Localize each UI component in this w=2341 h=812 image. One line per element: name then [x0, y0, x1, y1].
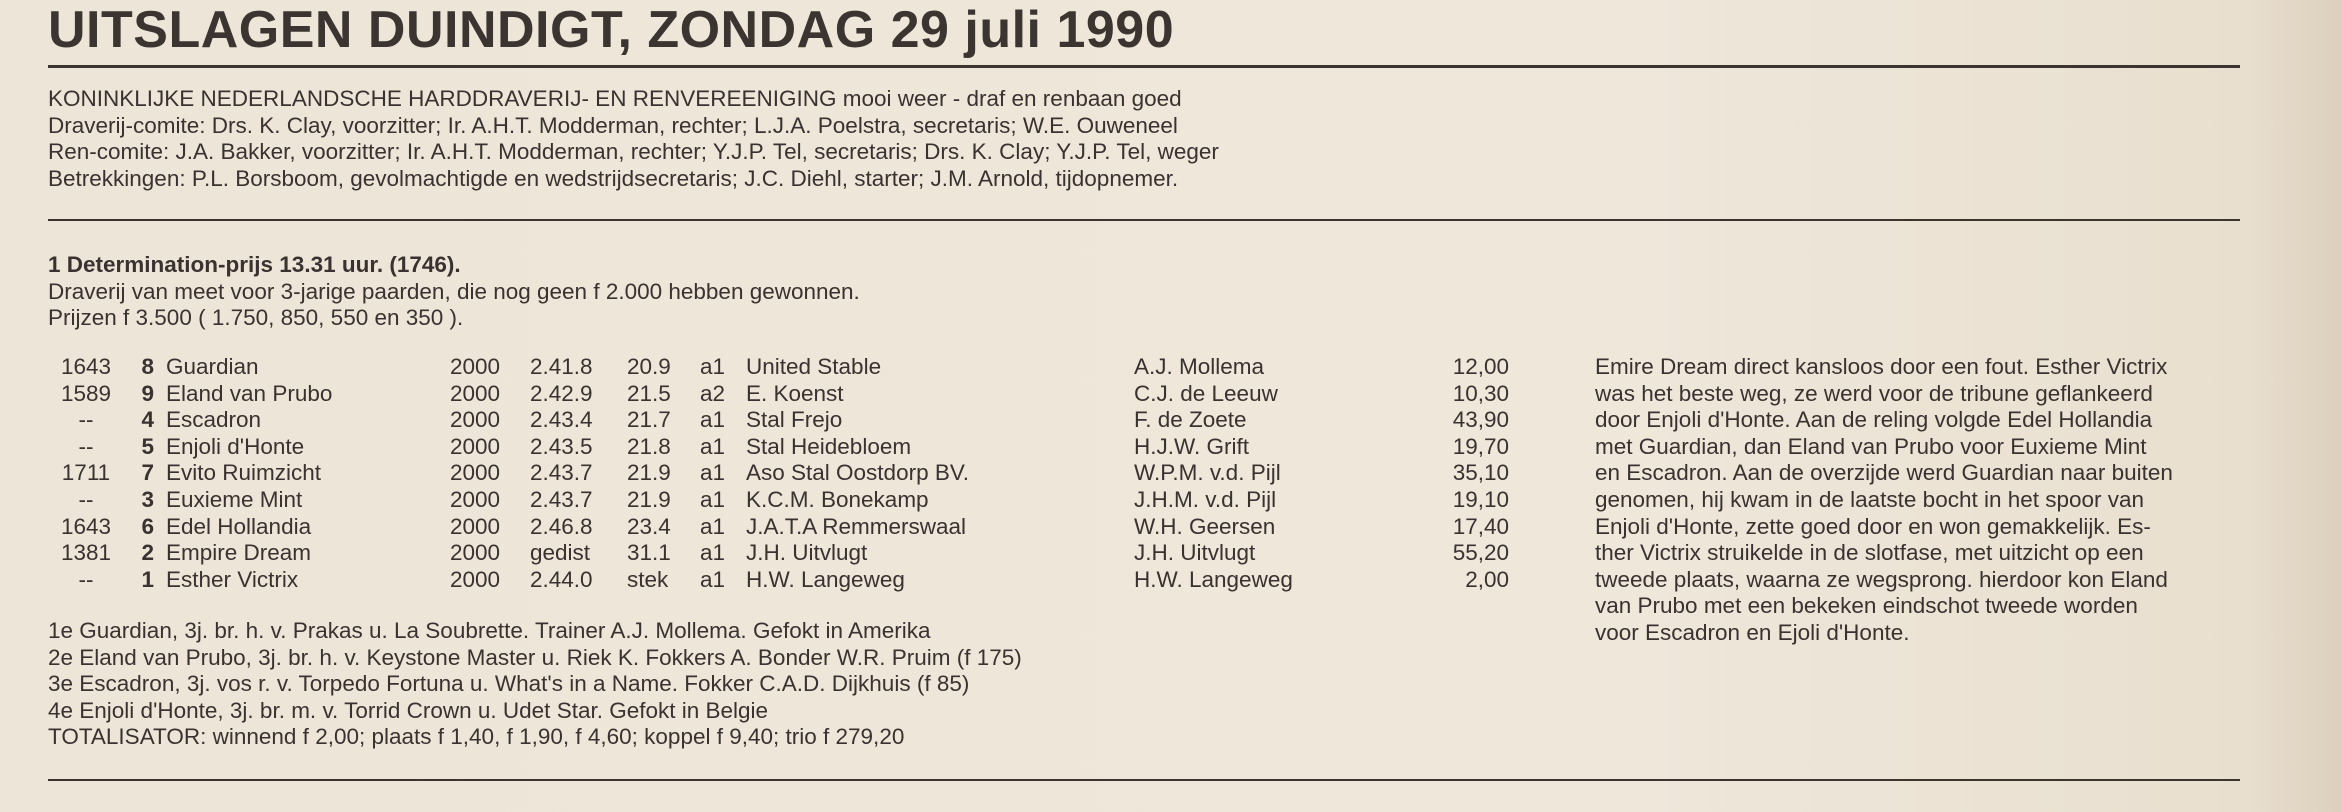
cell-red: 20.9	[627, 354, 671, 379]
organization-line: Betrekkingen: P.L. Borsboom, gevolmachtigde en wedstrijdsecretaris; J.C. Diehl, starter; J.M. Arnold, tijdopnemer.	[48, 165, 1179, 191]
cell-horse: Euxieme Mint	[166, 486, 303, 512]
race-prizes: Prijzen f 3.500 ( 1.750, 850, 550 en 350 ).	[48, 305, 464, 330]
cell-driver: J.H. Uitvlugt	[1134, 540, 1256, 566]
cell-owner: United Stable	[746, 354, 882, 379]
cell-odds: 10,30	[1452, 380, 1509, 406]
report-line: voor Escadron en Ejoli d'Honte.	[1595, 619, 1910, 645]
cell-no: 5	[141, 433, 154, 459]
cell-driver: W.P.M. v.d. Pijl	[1134, 460, 1281, 486]
cell-start: a1	[700, 407, 726, 433]
cell-no: 2	[141, 540, 154, 566]
cell-time: 2.46.8	[530, 513, 593, 539]
section-rule	[48, 219, 2240, 221]
placing-line: 1e Guardian, 3j. br. h. v. Prakas u. La Soubrette. Trainer A.J. Mollema. Gefokt in Amerika	[48, 618, 931, 643]
cell-start: a2	[700, 380, 726, 406]
cell-horse: Edel Hollandia	[166, 513, 312, 539]
cell-red: 21.8	[627, 433, 671, 459]
organization-block	[48, 86, 1219, 192]
report-line: van Prubo met een bekeken eindschot tweede worden	[1595, 593, 2138, 619]
cell-start: a1	[700, 354, 726, 379]
table-row	[48, 381, 1509, 408]
organization-line: Ren-comite: J.A. Bakker, voorzitter; Ir. A.H.T. Modderman, rechter; Y.J.P. Tel, secretaris; Drs. K. Clay; Y.J.P. Tel, weger	[48, 139, 1219, 164]
cell-dist: 2000	[450, 460, 501, 486]
report-line: en Escadron. Aan de overzijde werd Guardian naar buiten	[1595, 460, 2173, 486]
placings-block	[48, 618, 1022, 751]
cell-dist: 2000	[450, 513, 501, 539]
cell-red: 21.7	[627, 407, 671, 433]
table-row	[48, 487, 1509, 514]
table-row	[48, 540, 1509, 567]
placing-line: TOTALISATOR: winnend f 2,00; plaats f 1,40, f 1,90, f 4,60; koppel f 9,40; trio f 279,20	[48, 724, 905, 749]
cell-time: 2.43.4	[530, 407, 593, 433]
cell-odds: 17,40	[1452, 513, 1509, 539]
report-line: tweede plaats, waarna ze wegsprong. hierdoor kon Eland	[1595, 566, 2168, 592]
table-row	[48, 354, 1509, 381]
cell-start: a1	[700, 513, 726, 539]
cell-owner: J.A.T.A Remmerswaal	[746, 513, 967, 539]
cell-owner: K.C.M. Bonekamp	[746, 486, 929, 512]
cell-red: 21.5	[627, 380, 671, 406]
cell-driver: A.J. Mollema	[1134, 354, 1265, 379]
cell-driver: H.J.W. Grift	[1134, 433, 1249, 459]
cell-no: 3	[141, 486, 154, 512]
cell-id: 1711	[61, 460, 111, 486]
cell-time: 2.43.7	[530, 460, 593, 486]
cell-time: gedist	[530, 540, 591, 566]
organization-line: KONINKLIJKE NEDERLANDSCHE HARDDRAVERIJ- EN RENVEREENIGING mooi weer - draf en renbaan goed	[48, 86, 1182, 111]
cell-id: 1643	[60, 513, 112, 539]
cell-id: --	[78, 566, 94, 592]
race-header	[48, 252, 860, 332]
cell-owner: Aso Stal Oostdorp BV.	[746, 460, 970, 486]
cell-dist: 2000	[450, 407, 501, 433]
cell-start: a1	[700, 486, 726, 512]
cell-time: 2.43.7	[530, 486, 593, 512]
cell-red: stek	[627, 566, 669, 592]
cell-time: 2.41.8	[530, 354, 593, 379]
cell-red: 21.9	[627, 460, 671, 486]
cell-odds: 19,10	[1452, 486, 1509, 512]
cell-dist: 2000	[450, 380, 501, 406]
cell-owner: Stal Frejo	[746, 407, 843, 433]
report-line: met Guardian, dan Eland van Prubo voor Euxieme Mint	[1595, 433, 2147, 459]
table-row	[48, 567, 1509, 594]
race-report	[1595, 354, 2215, 647]
cell-id: --	[78, 433, 94, 459]
bottom-rule	[48, 779, 2240, 781]
organization-line: Draverij-comite: Drs. K. Clay, voorzitter; Ir. A.H.T. Modderman, rechter; L.J.A. Poelstra, secretaris; W.E. Ouweneel	[48, 112, 1178, 138]
cell-horse: Esther Victrix	[166, 566, 299, 592]
cell-start: a1	[700, 566, 726, 592]
table-row	[48, 434, 1509, 461]
cell-driver: H.W. Langeweg	[1134, 566, 1293, 592]
cell-driver: J.H.M. v.d. Pijl	[1134, 486, 1277, 512]
cell-time: 2.44.0	[530, 566, 593, 592]
cell-time: 2.42.9	[530, 380, 593, 406]
cell-dist: 2000	[450, 540, 501, 566]
cell-dist: 2000	[450, 354, 501, 379]
cell-red: 21.9	[627, 486, 671, 512]
cell-no: 4	[141, 407, 154, 433]
report-line: was het beste weg, ze werd voor de tribune geflankeerd	[1595, 380, 2153, 406]
cell-horse: Enjoli d'Honte	[166, 433, 305, 459]
cell-owner: J.H. Uitvlugt	[746, 540, 868, 566]
cell-driver: C.J. de Leeuw	[1134, 380, 1278, 406]
page-title: UITSLAGEN DUINDIGT, ZONDAG 29 juli 1990	[48, 1, 1175, 59]
cell-odds: 19,70	[1452, 433, 1509, 459]
cell-dist: 2000	[450, 566, 501, 592]
cell-start: a1	[700, 540, 726, 566]
report-line: Enjoli d'Honte, zette goed door en won gemakkelijk. Es-	[1595, 513, 2151, 539]
cell-owner: Stal Heidebloem	[746, 433, 912, 459]
cell-horse: Eland van Prubo	[166, 380, 333, 406]
cell-horse: Evito Ruimzicht	[166, 460, 322, 486]
cell-driver: F. de Zoete	[1134, 407, 1247, 433]
placing-line: 4e Enjoli d'Honte, 3j. br. m. v. Torrid Crown u. Udet Star. Gefokt in Belgie	[48, 697, 769, 723]
cell-time: 2.43.5	[530, 433, 593, 459]
cell-no: 9	[141, 380, 154, 406]
placing-line: 2e Eland van Prubo, 3j. br. h. v. Keystone Master u. Riek K. Fokkers A. Bonder W.R. Pruim (f 175)	[48, 644, 1022, 670]
cell-no: 7	[141, 460, 154, 486]
cell-dist: 2000	[450, 486, 501, 512]
cell-id: 1589	[60, 380, 112, 406]
race-conditions: Draverij van meet voor 3-jarige paarden, die nog geen f 2.000 hebben gewonnen.	[48, 278, 860, 304]
cell-odds: 35,10	[1452, 460, 1509, 486]
cell-horse: Escadron	[166, 407, 262, 433]
results-table	[48, 354, 1509, 593]
cell-start: a1	[700, 433, 726, 459]
cell-no: 1	[141, 566, 154, 592]
cell-owner: H.W. Langeweg	[746, 566, 905, 592]
report-line: ther Victrix struikelde in de slotfase, met uitzicht op een	[1595, 540, 2144, 566]
report-line: door Enjoli d'Honte. Aan de reling volgde Edel Hollandia	[1595, 407, 2153, 433]
cell-odds: 55,20	[1452, 540, 1509, 566]
title-rule	[48, 65, 2240, 68]
cell-start: a1	[700, 460, 726, 486]
cell-red: 23.4	[627, 513, 671, 539]
cell-no: 8	[141, 354, 154, 379]
report-line: Emire Dream direct kansloos door een fout. Esther Victrix	[1595, 354, 2168, 379]
cell-dist: 2000	[450, 433, 501, 459]
cell-owner: E. Koenst	[746, 380, 844, 406]
cell-odds: 2,00	[1465, 566, 1509, 592]
race-title: 1 Determination-prijs 13.31 uur. (1746).	[48, 252, 461, 277]
table-row	[48, 460, 1509, 487]
placing-line: 3e Escadron, 3j. vos r. v. Torpedo Fortuna u. What's in a Name. Fokker C.A.D. Dijkhuis (f 85)	[48, 671, 970, 696]
table-row	[48, 514, 1509, 541]
cell-id: 1381	[60, 540, 112, 566]
report-line: genomen, hij kwam in de laatste bocht in het spoor van	[1595, 486, 2145, 512]
cell-horse: Empire Dream	[166, 540, 312, 566]
table-row	[48, 407, 1509, 434]
cell-no: 6	[141, 513, 154, 539]
cell-id: --	[78, 407, 94, 433]
cell-odds: 12,00	[1452, 354, 1509, 379]
cell-horse: Guardian	[166, 354, 259, 379]
cell-driver: W.H. Geersen	[1134, 513, 1276, 539]
cell-red: 31.1	[627, 540, 671, 566]
cell-id: 1643	[60, 354, 112, 379]
cell-id: --	[78, 486, 94, 512]
cell-odds: 43,90	[1452, 407, 1509, 433]
